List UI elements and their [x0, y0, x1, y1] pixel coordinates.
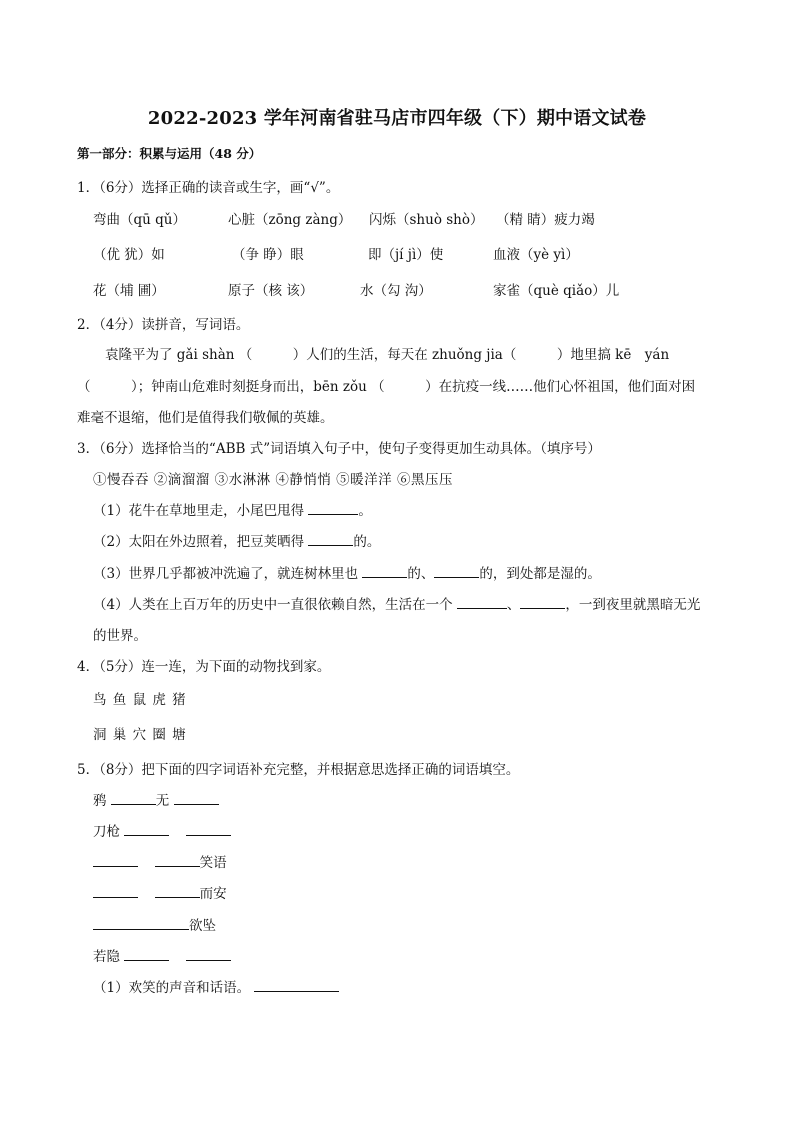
- q3-sentence-text: 的，到处都是湿的。: [479, 566, 601, 582]
- answer-blank[interactable]: [174, 792, 219, 805]
- q1-item[interactable]: 水（勾 沟）: [360, 283, 432, 299]
- q1-item[interactable]: 即（jí jì）使: [368, 247, 444, 263]
- q3-sentence-3: [93, 562, 601, 582]
- idiom-char: 笑语: [199, 855, 227, 871]
- q1-item[interactable]: 家雀（què qiǎo）儿: [493, 283, 620, 299]
- q5-idiom-2: [93, 820, 231, 840]
- q3-sentence-text: （2）太阳在外边照着，把豆荚晒得: [93, 534, 305, 550]
- q1-item[interactable]: 心脏（zōng zàng）: [228, 212, 352, 228]
- q3-sentence-4-cont: 的世界。: [93, 628, 147, 644]
- answer-blank[interactable]: [186, 948, 231, 961]
- q1-item[interactable]: 闪烁（shuò shò）: [369, 212, 484, 228]
- idiom-char: 欲坠: [189, 918, 216, 934]
- idiom-char: 鸦: [93, 793, 107, 809]
- q3-sentence-text: 的、: [407, 566, 435, 582]
- q3-sentence-1: [93, 499, 372, 519]
- q2-stem: 2．（4分）读拼音，写词语。: [77, 317, 250, 333]
- answer-blank[interactable]: [111, 792, 156, 805]
- q1-item[interactable]: 花（埔 圃）: [93, 283, 165, 299]
- answer-blank[interactable]: [93, 854, 138, 867]
- answer-blank[interactable]: [457, 596, 507, 609]
- exam-title: 2022-2023 学年河南省驻马店市四年级（下）期中语文试卷: [147, 108, 647, 129]
- answer-blank[interactable]: [155, 854, 200, 867]
- q4-stem: 4．（5分）连一连，为下面的动物找到家。: [77, 659, 331, 675]
- q5-idiom-6: [93, 945, 231, 965]
- q4-homes[interactable]: 洞 巢 穴 圈 塘: [93, 727, 187, 743]
- answer-blank[interactable]: [434, 565, 479, 578]
- q1-item[interactable]: （争 睁）眼: [232, 247, 304, 263]
- q3-sentence-text: 。: [358, 503, 372, 519]
- q4-animals[interactable]: 鸟 鱼 鼠 虎 猪: [93, 692, 187, 708]
- q5-idiom-4: [93, 882, 227, 902]
- section-heading: 第一部分：积累与运用（48 分）: [77, 146, 262, 161]
- answer-blank[interactable]: [93, 885, 138, 898]
- q1-item[interactable]: （优 犹）如: [93, 247, 165, 263]
- q3-sentence-text: （3）世界几乎都被冲洗遍了，就连树林里也: [93, 566, 359, 582]
- q5-sub-text: （1）欢笑的声音和话语。: [93, 980, 251, 996]
- q3-sentence-text: ，一到夜里就黑暗无光: [565, 597, 701, 613]
- q1-stem: 1．（6分）选择正确的读音或生字，画“√”。: [77, 180, 340, 196]
- q3-sentence-text: （1）花牛在草地里走，小尾巴甩得: [93, 503, 305, 519]
- q3-stem: 3．（6分）选择恰当的“ABB 式”词语填入句子中，使句子变得更加生动具体。（填序号）: [77, 441, 601, 457]
- answer-blank[interactable]: [254, 979, 339, 992]
- answer-blank[interactable]: [93, 917, 189, 930]
- answer-blank[interactable]: [186, 823, 231, 836]
- q1-item[interactable]: （精 睛）疲力竭: [496, 212, 595, 228]
- answer-blank[interactable]: [520, 596, 565, 609]
- q1-item[interactable]: 血液（yè yì）: [493, 247, 579, 263]
- answer-blank[interactable]: [155, 885, 200, 898]
- answer-blank[interactable]: [362, 565, 407, 578]
- q3-sentence-text: （4）人类在上百万年的历史中一直很依赖自然，生活在一个: [93, 597, 453, 613]
- answer-blank[interactable]: [308, 502, 358, 515]
- q5-stem: 5．（8分）把下面的四字词语补充完整，并根据意思选择正确的词语填空。: [77, 762, 520, 778]
- q3-options: ①慢吞吞 ②滴溜溜 ③水淋淋 ④静悄悄 ⑤暖洋洋 ⑥黑压压: [93, 472, 453, 488]
- q5-idiom-5: [93, 914, 216, 934]
- q5-idiom-1: [93, 789, 219, 809]
- idiom-char: 无: [155, 793, 170, 809]
- q5-sub-question-1: [93, 976, 339, 996]
- idiom-char: 若隐: [93, 949, 120, 965]
- q5-idiom-3: [93, 851, 227, 871]
- q3-sentence-text: 、: [506, 597, 521, 613]
- q2-paragraph-line: 难毫不退缩，他们是值得我们敬佩的英雄。: [77, 410, 334, 426]
- idiom-char: 而安: [199, 886, 227, 902]
- answer-blank[interactable]: [308, 533, 353, 546]
- idiom-char: 刀枪: [93, 824, 120, 840]
- q3-sentence-4: [93, 593, 700, 613]
- q2-paragraph-line: （ ）；钟南山危难时刻挺身而出，bēn zǒu （ ）在抗疫一线……他们心怀祖国，他们面对困: [77, 379, 696, 395]
- answer-blank[interactable]: [124, 823, 169, 836]
- q1-item[interactable]: 弯曲（qū qǔ）: [93, 212, 186, 228]
- q3-sentence-text: 的。: [353, 534, 381, 550]
- q1-item[interactable]: 原子（核 该）: [228, 283, 314, 299]
- q2-paragraph-line: 袁隆平为了 gǎi shàn （ ）人们的生活，每天在 zhuǒng jia（ ）地里搞 kē yán: [105, 347, 670, 363]
- answer-blank[interactable]: [124, 948, 169, 961]
- q3-sentence-2: [93, 530, 380, 550]
